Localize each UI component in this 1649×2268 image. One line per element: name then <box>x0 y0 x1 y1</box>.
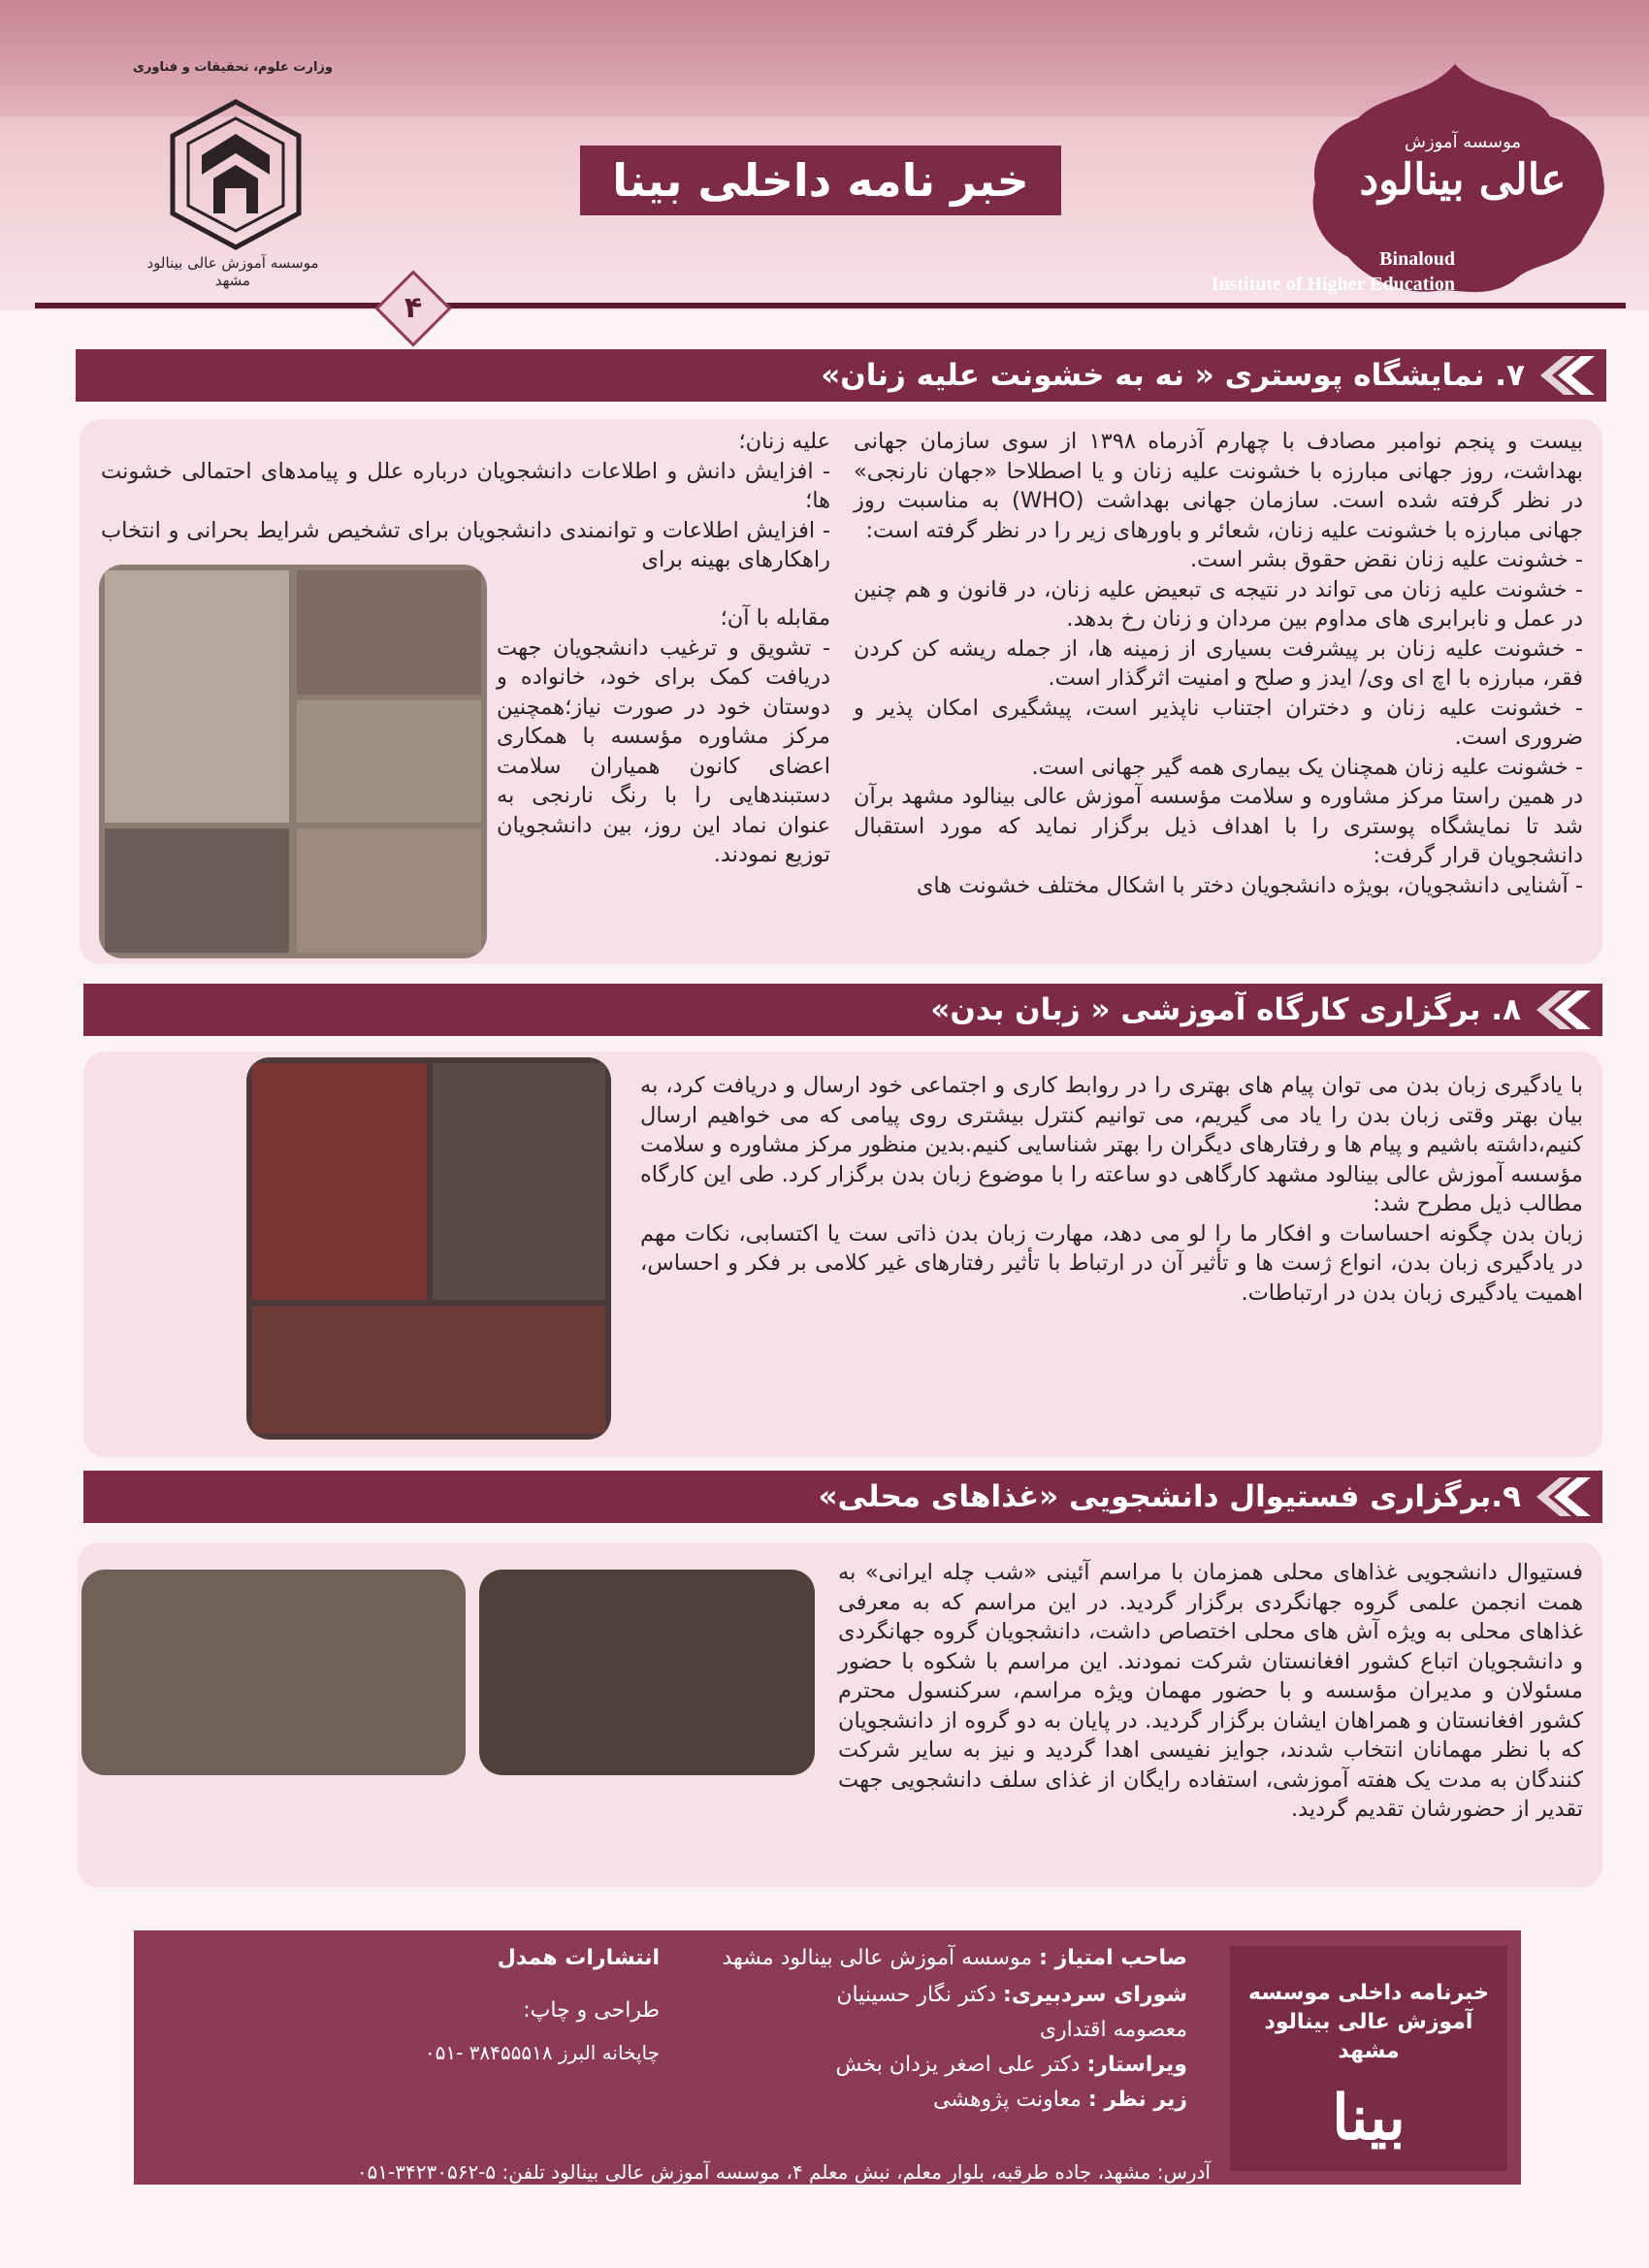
header-rule <box>35 303 1626 308</box>
section-7-photo-collage <box>99 565 487 958</box>
logo-english-name <box>1135 246 1455 297</box>
footer-logo-text: خبرنامه داخلی موسسه آموزش عالی بینالود مشهد <box>1247 1981 1490 2063</box>
photo-workshop-hall <box>252 1306 605 1434</box>
owner-value: موسسه آموزش عالی بینالود مشهد <box>722 1946 1033 1970</box>
supervision-label: زیر نظر : <box>1087 2088 1187 2112</box>
editor-value: دکتر علی اصغر یزدان بخش <box>835 2053 1081 2077</box>
chevron-icon <box>1535 1475 1593 1518</box>
photo-festival-group <box>81 1570 466 1775</box>
section-7-left-text-top: علیه زنان؛ - افزایش دانش و اطلاعات دانشجویان درباره علل و پیامدهای احتمالی خشونت ها؛ - افزایش اطلاعات و توانمندی دانشجویان برای تشخیص شرایط بحرانی و انتخاب راهکارهای بهینه برای <box>101 429 830 572</box>
footer-board-2: معصومه اقتداری <box>1039 2018 1187 2042</box>
newsletter-title: خبر نامه داخلی بینا <box>580 146 1061 215</box>
photo-posters <box>297 700 481 823</box>
photo-workshop-speaker <box>433 1063 605 1300</box>
chevron-icon <box>1538 354 1597 397</box>
photo-crowd <box>105 828 289 953</box>
photo-workshop-audience <box>252 1063 427 1300</box>
section-8-photo-collage <box>246 1057 611 1440</box>
footer-editor <box>835 2053 1187 2077</box>
section-9-bar <box>83 1471 1602 1523</box>
section-8-bar <box>83 984 1602 1036</box>
supervision-value: معاونت پژوهشی <box>932 2088 1082 2112</box>
chevron-icon <box>1535 988 1593 1031</box>
footer-logo-big: بینا <box>1332 2082 1406 2155</box>
section-7-title: ۷. نمایشگاه پوستری « نه به خشونت علیه زنان» <box>821 358 1525 393</box>
section-9-text: فستیوال دانشجویی غذاهای محلی همزمان با مراسم آئینی «شب چله ایرانی» به همت انجمن علمی گروه جهانگردی برگزار گردید. در این مراسم که به معرفی غذاهای محلی به ویژه آش های محلی اختصاص داشت، دانشجویان گروه جهانگردی و دانشجویان اتباع کشور افغانستان شرکت نمودند. این مراسم با شکوه با حضور مسئولان و مدیران مؤسسه و با حضور مهمان ویژه مراسم، سرکنسول محترم کشور افغانستان و همراهان ایشان برگزار گردید. در پایان به دو گروه از دانشجویان که با نظر مهمانان انتخاب شدند، جوایز نفیسی اهدا گردید و نیز به سایر شرکت کنندگان به مدت یک هفته آموزشی، استفاده رایگان از غذای سلف دانشجویی جهت تقدیر از حضورشان تقدیم گردید. <box>838 1560 1583 1822</box>
institute-name-fa: موسسه آموزش عالی بینالود مشهد <box>146 254 319 289</box>
photo-visitors <box>297 570 481 695</box>
section-7-bar <box>76 349 1606 402</box>
logo-big-text: عالی بینالود <box>1359 155 1567 205</box>
photo-poster-hall <box>105 570 289 823</box>
page-number: ۴ <box>404 291 423 325</box>
board-value-1: دکتر نگار حسینیان <box>836 1983 997 2007</box>
footer-supervision <box>933 2088 1187 2112</box>
logo-en-line2: Institute of Higher Education <box>1211 274 1455 295</box>
photo-guests <box>297 828 481 953</box>
institute-emblem-icon <box>163 97 308 252</box>
ministry-label: وزارت علوم، تحقیقات و فناوری <box>133 60 333 75</box>
footer-publisher: انتشارات همدل <box>497 1946 660 1970</box>
logo-en-line1: Binaloud <box>1379 248 1455 270</box>
owner-label: صاحب امتیاز : <box>1039 1946 1187 1970</box>
footer-owner <box>723 1946 1188 1970</box>
footer-board <box>836 1983 1187 2007</box>
section-8-text: با یادگیری زبان بدن می توان پیام های بهتری را در روابط کاری و اجتماعی خود ارسال و دریافت کرد، به بیان بهتر وقتی زبان بدن را یاد می گیریم، می توانیم کنترل بیشتری روی پیامی که می خواهیم ارسال کنیم،داشته باشیم و پیام ها و رفتارهای دیگران را بهتر شناسایی کنیم.بدین منظور مرکز مشاوره و سلامت مؤسسه آموزش عالی بینالود مشهد کارگاهی دو ساعته را با موضوع زبان بدن برگزار کرد. طی این کارگاه مطالب ذیل مطرح شد: زبان بدن چگونه احساسات و افکار ما را لو می دهد، مهارت زبان بدن ذاتی ست یا اکتسابی، نکات مهم در یادگیری زبان بدن، انواع ژست ها و تأثیر آن در ارتباط با تأثیر رفتارهای غیر کلامی بر فکر و احساس، اهمیت یادگیری زبان بدن در ارتباطات. <box>640 1073 1583 1306</box>
photo-festival-audience <box>479 1570 815 1775</box>
logo-small-text: موسسه آموزش <box>1404 132 1522 152</box>
section-8-title: ۸. برگزاری کارگاه آموزشی « زبان بدن» <box>930 992 1521 1027</box>
footer-print-house: چاپخانه البرز ۳۸۴۵۵۵۱۸ -۰۵۱ <box>424 2041 660 2064</box>
section-9-title: ۹.برگزاری فستیوال دانشجویی «غذاهای محلی» <box>818 1479 1521 1514</box>
footer-address: آدرس: مشهد، جاده طرقبه، بلوار معلم، نبش معلم ۴، موسسه آموزش عالی بینالود تلفن: ۵-۳۴۲۳۰۵۶۲-۰۵۱ <box>356 2160 1211 2184</box>
board-label: شورای سردبیری: <box>1003 1983 1187 2007</box>
section-7-right-text: بیست و پنجم نوامبر مصادف با چهارم آذرماه ۱۳۹۸ از سوی سازمان جهانی بهداشت، روز جهانی مبارزه با خشونت علیه زنان و یا اصطلاحا «جهان نارنجی» در نظر گرفته شده است. سازمان جهانی بهداشت (WHO) به مناسبت روز جهانی مبارزه با خشونت علیه زنان، شعائر و باورهای زیر را در نظر گرفته است: - خشونت علیه زنان نقض حقوق بشر است. - خشونت علیه زنان می تواند در نتیجه ی تبعیض علیه زنان، در قانون و هم چنین در عمل و نابرابری های مداوم بین مردان و زنان رخ بدهد. - خشونت علیه زنان بر پیشرفت بسیاری از زمینه ها، از جمله ریشه کن کردن فقر، مبارزه با اچ ای وی/ ایدز و صلح و امنیت اثرگذار است. - خشونت علیه زنان و دختران اجتناب ناپذیر است، پیشگیری امکان پذیر و ضروری است. - خشونت علیه زنان همچنان یک بیماری همه گیر جهانی است. در همین راستا مرکز مشاوره و سلامت مؤسسه آموزش عالی بینالود مشهد برآن شد تا نمایشگاه پوستری را با اهداف ذیل برگزار نماید که مورد استقبال دانشجویان قرار گرفت: - آشنایی دانشجویان، بویژه دانشجویان دختر با اشکال مختلف خشونت های <box>854 429 1584 898</box>
footer-design-print: طراحی و چاپ: <box>523 1998 660 2023</box>
editor-label: ویراستار: <box>1086 2053 1187 2077</box>
section-7-left-text-bottom: مقابله با آن؛ - تشویق و ترغیب دانشجویان جهت دریافت کمک برای خود، خانواده و دوستان خود در صورت نیاز؛همچنین مرکز مشاوره مؤسسه با همکاری اعضای کانون همیاران سلامت دستبندهایی را با رنگ نارنجی به عنوان نماد این روز، بین دانشجویان توزیع نمودند. <box>497 605 830 867</box>
